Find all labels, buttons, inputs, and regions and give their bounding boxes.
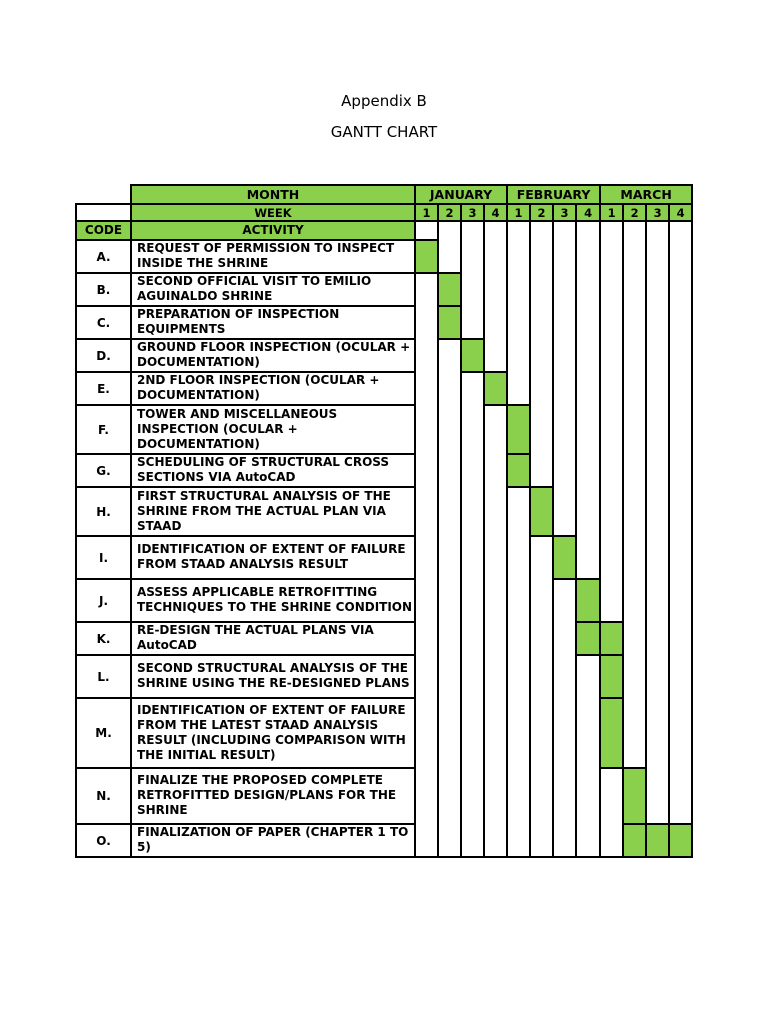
gantt-cell (600, 221, 623, 240)
gantt-cell (438, 622, 461, 655)
week-number: 3 (553, 204, 576, 221)
gantt-cell (461, 536, 484, 579)
gantt-cell (646, 405, 669, 454)
activity-row (76, 698, 692, 768)
gantt-cell (484, 339, 507, 372)
gantt-cell (530, 768, 553, 824)
gantt-table (75, 184, 693, 858)
gantt-cell (438, 240, 461, 273)
gantt-cell (553, 824, 576, 857)
activity-header: ACTIVITY (131, 221, 415, 240)
gantt-cell (415, 698, 438, 768)
activity-code: B. (76, 273, 131, 306)
gantt-cell (553, 221, 576, 240)
activity-description: REQUEST OF PERMISSION TO INSPECT INSIDE THE SHRINE (131, 240, 415, 273)
gantt-cell (576, 768, 600, 824)
gantt-cell (669, 372, 692, 405)
gantt-cell (461, 824, 484, 857)
activity-description: FIRST STRUCTURAL ANALYSIS OF THE SHRINE FROM THE ACTUAL PLAN VIA STAAD (131, 487, 415, 536)
gantt-cell (553, 339, 576, 372)
gantt-cell (530, 273, 553, 306)
gantt-bar (600, 655, 623, 698)
gantt-cell (415, 339, 438, 372)
gantt-cell (507, 306, 530, 339)
gantt-cell (484, 655, 507, 698)
gantt-cell (553, 306, 576, 339)
week-number: 2 (438, 204, 461, 221)
gantt-cell (553, 655, 576, 698)
gantt-cell (669, 698, 692, 768)
gantt-cell (530, 306, 553, 339)
gantt-cell (507, 536, 530, 579)
gantt-cell (438, 824, 461, 857)
activity-row (76, 824, 692, 857)
week-number: 1 (600, 204, 623, 221)
activity-description: SECOND STRUCTURAL ANALYSIS OF THE SHRINE USING THE RE-DESIGNED PLANS (131, 655, 415, 698)
gantt-bar (576, 622, 600, 655)
gantt-cell (646, 306, 669, 339)
gantt-cell (484, 622, 507, 655)
gantt-cell (530, 622, 553, 655)
gantt-cell (623, 579, 646, 622)
gantt-cell (530, 824, 553, 857)
appendix-title: Appendix B (341, 92, 427, 110)
gantt-cell (576, 487, 600, 536)
gantt-cell (646, 273, 669, 306)
gantt-cell (623, 221, 646, 240)
gantt-cell (600, 768, 623, 824)
gantt-cell (623, 306, 646, 339)
activity-description: RE-DESIGN THE ACTUAL PLANS VIA AutoCAD (131, 622, 415, 655)
gantt-cell (623, 487, 646, 536)
activity-code: F. (76, 405, 131, 454)
gantt-cell (576, 240, 600, 273)
gantt-cell (507, 768, 530, 824)
gantt-cell (669, 622, 692, 655)
gantt-cell (646, 655, 669, 698)
gantt-cell (461, 405, 484, 454)
gantt-cell (576, 306, 600, 339)
activity-row (76, 372, 692, 405)
gantt-cell (600, 372, 623, 405)
gantt-cell (600, 339, 623, 372)
gantt-cell (438, 487, 461, 536)
gantt-cell (530, 655, 553, 698)
column-header-row (76, 221, 692, 240)
activity-row (76, 273, 692, 306)
gantt-bar (507, 454, 530, 487)
gantt-cell (669, 487, 692, 536)
gantt-cell (553, 454, 576, 487)
gantt-cell (484, 273, 507, 306)
activity-code: D. (76, 339, 131, 372)
gantt-cell (553, 405, 576, 454)
week-number: 1 (507, 204, 530, 221)
gantt-cell (507, 273, 530, 306)
gantt-cell (576, 655, 600, 698)
gantt-cell (507, 339, 530, 372)
gantt-cell (461, 622, 484, 655)
month-header-row (76, 185, 692, 204)
gantt-cell (415, 768, 438, 824)
gantt-cell (415, 273, 438, 306)
gantt-cell (415, 372, 438, 405)
gantt-cell (507, 240, 530, 273)
activity-code: L. (76, 655, 131, 698)
gantt-cell (623, 240, 646, 273)
gantt-cell (669, 768, 692, 824)
week-number: 3 (461, 204, 484, 221)
gantt-cell (438, 221, 461, 240)
gantt-cell (646, 487, 669, 536)
gantt-cell (438, 454, 461, 487)
gantt-cell (461, 454, 484, 487)
gantt-cell (576, 372, 600, 405)
gantt-cell (646, 372, 669, 405)
activity-code: H. (76, 487, 131, 536)
activity-row (76, 768, 692, 824)
week-number: 2 (530, 204, 553, 221)
gantt-cell (461, 698, 484, 768)
gantt-cell (669, 405, 692, 454)
activity-row (76, 454, 692, 487)
gantt-cell (484, 454, 507, 487)
month-january: JANUARY (415, 185, 507, 204)
gantt-cell (507, 372, 530, 405)
gantt-bar (576, 579, 600, 622)
week-number: 4 (484, 204, 507, 221)
gantt-cell (507, 824, 530, 857)
gantt-cell (461, 487, 484, 536)
gantt-cell (553, 622, 576, 655)
gantt-cell (530, 240, 553, 273)
gantt-cell (530, 536, 553, 579)
gantt-cell (461, 221, 484, 240)
activity-row (76, 240, 692, 273)
gantt-cell (461, 372, 484, 405)
gantt-bar (669, 824, 692, 857)
gantt-cell (623, 454, 646, 487)
gantt-cell (553, 698, 576, 768)
month-february: FEBRUARY (507, 185, 600, 204)
gantt-cell (438, 698, 461, 768)
gantt-cell (646, 768, 669, 824)
gantt-cell (530, 698, 553, 768)
gantt-cell (669, 240, 692, 273)
week-number: 3 (646, 204, 669, 221)
gantt-cell (415, 454, 438, 487)
gantt-cell (484, 579, 507, 622)
gantt-cell (438, 536, 461, 579)
gantt-cell (553, 240, 576, 273)
gantt-cell (553, 487, 576, 536)
gantt-cell (576, 273, 600, 306)
gantt-cell (623, 622, 646, 655)
gantt-cell (530, 454, 553, 487)
gantt-bar (600, 622, 623, 655)
activity-description: PREPARATION OF INSPECTION EQUIPMENTS (131, 306, 415, 339)
gantt-cell (646, 536, 669, 579)
gantt-cell (669, 221, 692, 240)
gantt-cell (461, 655, 484, 698)
gantt-bar (484, 372, 507, 405)
gantt-cell (623, 536, 646, 579)
activity-code: C. (76, 306, 131, 339)
activity-code: E. (76, 372, 131, 405)
activity-description: SECOND OFFICIAL VISIT TO EMILIO AGUINALDO SHRINE (131, 273, 415, 306)
gantt-cell (415, 405, 438, 454)
activity-code: M. (76, 698, 131, 768)
gantt-cell (623, 339, 646, 372)
gantt-bar (646, 824, 669, 857)
gantt-bar (553, 536, 576, 579)
gantt-cell (600, 454, 623, 487)
gantt-cell (576, 405, 600, 454)
gantt-bar (438, 306, 461, 339)
activity-row (76, 622, 692, 655)
activity-description: FINALIZE THE PROPOSED COMPLETE RETROFITTED DESIGN/PLANS FOR THE SHRINE (131, 768, 415, 824)
gantt-cell (415, 655, 438, 698)
activity-row (76, 339, 692, 372)
gantt-cell (438, 768, 461, 824)
gantt-cell (669, 579, 692, 622)
week-number: 2 (623, 204, 646, 221)
activity-code: G. (76, 454, 131, 487)
gantt-cell (600, 487, 623, 536)
activity-code: A. (76, 240, 131, 273)
gantt-cell (438, 372, 461, 405)
activity-description: 2ND FLOOR INSPECTION (OCULAR + DOCUMENTATION) (131, 372, 415, 405)
gantt-cell (530, 579, 553, 622)
gantt-cell (576, 536, 600, 579)
gantt-cell (553, 768, 576, 824)
gantt-bar (600, 698, 623, 768)
blank-corner (76, 185, 131, 204)
gantt-cell (600, 536, 623, 579)
gantt-cell (623, 405, 646, 454)
gantt-cell (669, 454, 692, 487)
gantt-cell (530, 372, 553, 405)
gantt-cell (530, 221, 553, 240)
gantt-cell (484, 536, 507, 579)
gantt-cell (484, 240, 507, 273)
activity-code: O. (76, 824, 131, 857)
activity-row (76, 655, 692, 698)
gantt-cell (530, 405, 553, 454)
gantt-cell (669, 306, 692, 339)
gantt-cell (438, 655, 461, 698)
activity-code: N. (76, 768, 131, 824)
gantt-cell (600, 405, 623, 454)
gantt-bar (461, 339, 484, 372)
chart-title: GANTT CHART (330, 123, 438, 141)
gantt-cell (600, 240, 623, 273)
gantt-cell (484, 405, 507, 454)
gantt-cell (415, 579, 438, 622)
gantt-cell (576, 339, 600, 372)
activity-row (76, 536, 692, 579)
gantt-cell (415, 487, 438, 536)
gantt-cell (438, 405, 461, 454)
gantt-cell (600, 306, 623, 339)
activity-description: GROUND FLOOR INSPECTION (OCULAR + DOCUMENTATION) (131, 339, 415, 372)
gantt-cell (553, 372, 576, 405)
activity-description: FINALIZATION OF PAPER (CHAPTER 1 TO 5) (131, 824, 415, 857)
code-header: CODE (76, 221, 131, 240)
activity-code: K. (76, 622, 131, 655)
gantt-cell (646, 339, 669, 372)
gantt-cell (646, 221, 669, 240)
gantt-cell (623, 698, 646, 768)
week-number: 4 (669, 204, 692, 221)
gantt-cell (507, 655, 530, 698)
gantt-cell (646, 579, 669, 622)
gantt-cell (646, 240, 669, 273)
gantt-cell (623, 655, 646, 698)
gantt-cell (669, 339, 692, 372)
week-number: 4 (576, 204, 600, 221)
gantt-cell (461, 240, 484, 273)
gantt-cell (669, 536, 692, 579)
gantt-cell (484, 824, 507, 857)
gantt-cell (507, 221, 530, 240)
gantt-cell (415, 221, 438, 240)
gantt-cell (507, 622, 530, 655)
gantt-cell (484, 221, 507, 240)
gantt-bar (438, 273, 461, 306)
gantt-cell (576, 454, 600, 487)
gantt-cell (553, 273, 576, 306)
gantt-cell (623, 273, 646, 306)
activity-row (76, 306, 692, 339)
week-header-row (76, 204, 692, 221)
gantt-bar (623, 768, 646, 824)
week-number: 1 (415, 204, 438, 221)
gantt-cell (461, 273, 484, 306)
gantt-cell (576, 824, 600, 857)
gantt-cell (484, 306, 507, 339)
gantt-cell (438, 579, 461, 622)
gantt-bar (415, 240, 438, 273)
gantt-cell (461, 768, 484, 824)
gantt-cell (646, 454, 669, 487)
activity-code: J. (76, 579, 131, 622)
gantt-cell (669, 655, 692, 698)
gantt-bar (530, 487, 553, 536)
gantt-cell (415, 536, 438, 579)
month-march: MARCH (600, 185, 692, 204)
activity-description: TOWER AND MISCELLANEOUS INSPECTION (OCULAR + DOCUMENTATION) (131, 405, 415, 454)
gantt-cell (438, 339, 461, 372)
gantt-cell (461, 306, 484, 339)
gantt-cell (553, 579, 576, 622)
gantt-cell (600, 824, 623, 857)
gantt-cell (576, 698, 600, 768)
gantt-cell (600, 273, 623, 306)
gantt-cell (507, 579, 530, 622)
activity-row (76, 579, 692, 622)
gantt-cell (669, 273, 692, 306)
gantt-cell (600, 579, 623, 622)
gantt-bar (623, 824, 646, 857)
blank-week-code (76, 204, 131, 221)
gantt-cell (646, 622, 669, 655)
activity-row (76, 487, 692, 536)
gantt-cell (484, 487, 507, 536)
month-label: MONTH (131, 185, 415, 204)
activity-row (76, 405, 692, 454)
activity-description: ASSESS APPLICABLE RETROFITTING TECHNIQUES TO THE SHRINE CONDITION (131, 579, 415, 622)
gantt-cell (507, 698, 530, 768)
week-label: WEEK (131, 204, 415, 221)
activity-description: SCHEDULING OF STRUCTURAL CROSS SECTIONS VIA AutoCAD (131, 454, 415, 487)
activity-description: IDENTIFICATION OF EXTENT OF FAILURE FROM THE LATEST STAAD ANALYSIS RESULT (INCLUDING COMPARISON WITH THE INITIAL RESULT) (131, 698, 415, 768)
gantt-cell (484, 768, 507, 824)
gantt-cell (461, 579, 484, 622)
activity-code: I. (76, 536, 131, 579)
gantt-cell (530, 339, 553, 372)
gantt-cell (623, 372, 646, 405)
activity-description: IDENTIFICATION OF EXTENT OF FAILURE FROM STAAD ANALYSIS RESULT (131, 536, 415, 579)
gantt-cell (646, 698, 669, 768)
gantt-cell (484, 698, 507, 768)
gantt-cell (415, 622, 438, 655)
gantt-cell (576, 221, 600, 240)
gantt-cell (415, 306, 438, 339)
gantt-cell (507, 487, 530, 536)
gantt-bar (507, 405, 530, 454)
gantt-cell (415, 824, 438, 857)
